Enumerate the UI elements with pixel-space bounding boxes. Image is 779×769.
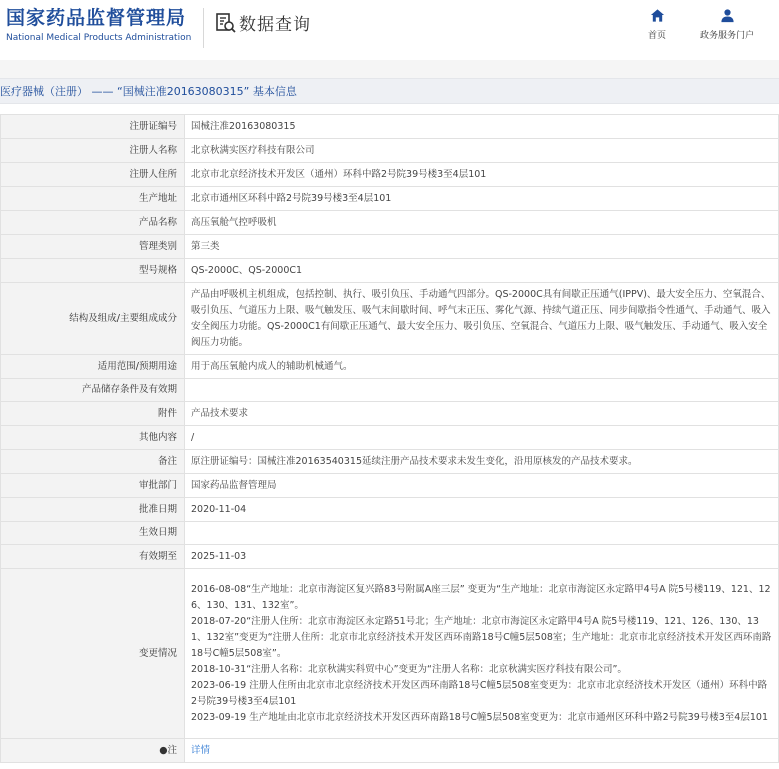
row-value: 北京市北京经济技术开发区（通州）环科中路2号院39号楼3至4层101: [185, 163, 779, 187]
row-value: 国家药品监督管理局: [185, 474, 779, 498]
table-row: [1, 235, 779, 259]
logo-chinese-title: 国家药品监督管理局: [6, 7, 187, 29]
row-label: 产品名称: [1, 211, 185, 235]
note-label: 注: [167, 744, 177, 756]
table-row: [1, 355, 779, 379]
row-value: 原注册证编号：国械注准20163540315延续注册产品技术要求未发生变化，沿用原核发的产品技术要求。: [185, 450, 779, 474]
row-value: 2020-11-04: [185, 498, 779, 522]
row-label: 有效期至: [1, 545, 185, 569]
table-row: [1, 139, 779, 163]
row-value: 产品技术要求: [185, 402, 779, 426]
note-marker-icon: ●: [159, 744, 168, 756]
document-search-icon: [215, 12, 237, 34]
row-label: 审批部门: [1, 474, 185, 498]
home-icon: [650, 8, 665, 23]
table-row: [1, 211, 779, 235]
table-row: [1, 545, 779, 569]
row-label: 结构及组成/主要组成成分: [1, 283, 185, 355]
row-value: 用于高压氧舱内成人的辅助机械通气。: [185, 355, 779, 379]
row-label: 注册证编号: [1, 115, 185, 139]
row-value: [185, 379, 779, 402]
row-value: 高压氧舱气控呼吸机: [185, 211, 779, 235]
table-row: [1, 498, 779, 522]
change-history-value: [185, 569, 779, 739]
table-row: [1, 259, 779, 283]
row-value: QS-2000C、QS-2000C1: [185, 259, 779, 283]
row-label: 其他内容: [1, 426, 185, 450]
table-row: [1, 426, 779, 450]
details-link[interactable]: 详情: [191, 744, 211, 756]
table-row: [1, 163, 779, 187]
breadcrumb: 医疗器械（注册） —— “国械注准20163080315” 基本信息: [0, 78, 779, 104]
table-row: [1, 379, 779, 402]
row-label: 附件: [1, 402, 185, 426]
logo-english-title: National Medical Products Administration: [6, 33, 192, 43]
table-row: [1, 187, 779, 211]
change-entry: 2016-08-08“生产地址：北京市海淀区复兴路83号附属A座三层” 变更为“生产地址：北京市海淀区永定路甲4号A 院5号楼119、121、126、130、131、132室”。: [191, 583, 771, 611]
row-label: 注册人名称: [1, 139, 185, 163]
row-value: 2025-11-03: [185, 545, 779, 569]
change-entry: 2018-10-31“注册人名称：北京秋满实科贸中心”变更为“注册人名称：北京秋满实医疗科技有限公司”。: [191, 663, 627, 675]
row-value: 国械注准20163080315: [185, 115, 779, 139]
note-row: [1, 739, 779, 763]
site-logo[interactable]: [6, 6, 191, 45]
data-query-title: [215, 10, 311, 35]
table-row: [1, 474, 779, 498]
registration-info-table: [0, 114, 779, 763]
row-value: /: [185, 426, 779, 450]
note-label-cell: [1, 739, 185, 763]
row-label: 适用范围/预期用途: [1, 355, 185, 379]
user-icon: [720, 8, 735, 23]
row-label: 生效日期: [1, 522, 185, 545]
row-value: 产品由呼吸机主机组成，包括控制、执行、吸引负压、手动通气四部分。QS-2000C具有间歇正压通气(IPPV)、最大安全压力、空氧混合、吸引负压、气道压力上限、吸气触发压、吸气末间歇时间、呼气末正压、雾化气源、持续气道正压、同步间歇指令性通气、手动通气、吸入安全阀压力功能。QS-2000C1有间歇正压通气、最大安全压力、吸引负压、空氧混合、气道压力上限、吸气触发压、手动通气、吸入安全阀压力功能。: [185, 283, 779, 355]
row-label: 管理类别: [1, 235, 185, 259]
header-divider: [203, 8, 204, 48]
content-spacer: [0, 104, 779, 114]
query-title-text: 数据查询: [239, 15, 311, 35]
change-entry: 2018-07-20“注册人住所：北京市海淀区永定路51号北；生产地址：北京市海淀区永定路甲4号A 院5号楼119、121、126、130、131、132室”变更为“注册人住所：北京市北京经济技术开发区西环南路18号C幢5层508室；生产地址：北京市北京经济技术开发区西环南路18号C幢5层508室”。: [191, 615, 772, 659]
row-value: 北京市通州区环科中路2号院39号楼3至4层101: [185, 187, 779, 211]
row-label: 型号规格: [1, 259, 185, 283]
change-entry: 2023-09-19 生产地址由北京市北京经济技术开发区西环南路18号C幢5层508室变更为：北京市通州区环科中路2号院39号楼3至4层101: [191, 711, 768, 723]
nav-home-label: 首页: [648, 31, 667, 41]
site-header: [0, 0, 779, 60]
row-label: 注册人住所: [1, 163, 185, 187]
row-label: 生产地址: [1, 187, 185, 211]
table-row: [1, 402, 779, 426]
note-value: [185, 739, 779, 763]
row-label: 批准日期: [1, 498, 185, 522]
table-row: [1, 522, 779, 545]
row-label: 备注: [1, 450, 185, 474]
row-label: 产品储存条件及有效期: [1, 379, 185, 402]
nav-service-portal[interactable]: [700, 8, 754, 41]
row-value: [185, 522, 779, 545]
change-entry: 2023-06-19 注册人住所由北京市北京经济技术开发区西环南路18号C幢5层508室变更为：北京市北京经济技术开发区（通州）环科中路2号院39号楼3至4层101: [191, 679, 768, 707]
table-row: [1, 283, 779, 355]
table-row: [1, 450, 779, 474]
nav-home[interactable]: [648, 8, 666, 41]
change-history-label: 变更情况: [1, 569, 185, 739]
nav-service-label: 政务服务门户: [700, 31, 755, 41]
table-row: [1, 115, 779, 139]
change-history-row: [1, 569, 779, 739]
row-value: 北京秋满实医疗科技有限公司: [185, 139, 779, 163]
row-value: 第三类: [185, 235, 779, 259]
header-spacer: [0, 60, 779, 78]
